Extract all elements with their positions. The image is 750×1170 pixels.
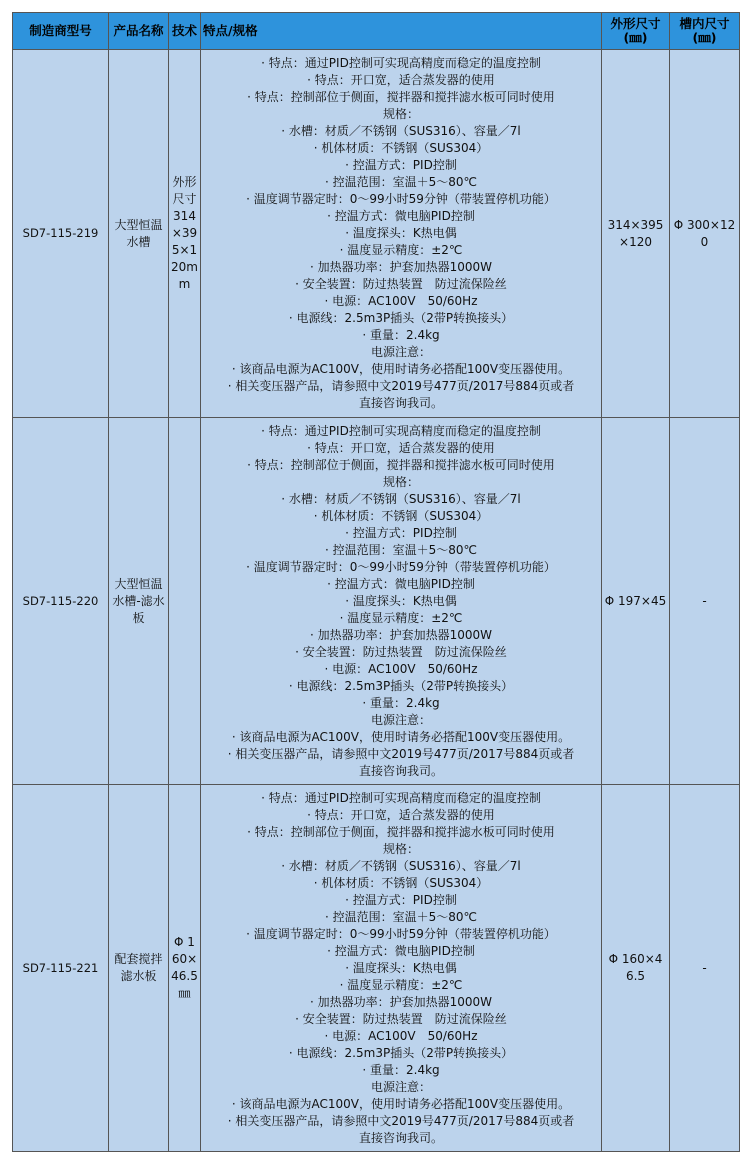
- header-tech: 技术: [169, 13, 201, 50]
- spec-line: · 该商品电源为AC100V，使用时请务必搭配100V变压器使用。: [231, 362, 571, 376]
- spec-line: · 温度调节器定时：0～99小时59分钟（带装置停机功能）: [246, 926, 556, 941]
- table-row: [13, 50, 740, 418]
- spec-line: · 控温方式：微电脑PID控制: [327, 943, 475, 958]
- spec-line: · 相关变压器产品，请参照中文2019号477页/2017号884页或者: [227, 379, 575, 393]
- product-spec-table: [12, 12, 740, 1152]
- spec-line: · 相关变压器产品，请参照中文2019号477页/2017号884页或者: [227, 1113, 575, 1128]
- product-name-cell: 大型恒温水槽-滤水板: [109, 418, 169, 785]
- spec-line: · 特点：控制部位于侧面，搅拌器和搅拌滤水板可同时使用: [247, 90, 555, 104]
- spec-line: · 控温方式：PID控制: [345, 892, 457, 907]
- spec-line: · 温度探头：K热电偶: [345, 593, 457, 608]
- spec-line: · 电源线：2.5m3P插头（2带P转换接头）: [288, 311, 514, 325]
- model-cell: SD7-115-221: [13, 785, 109, 1152]
- spec-line: · 特点：开口宽，适合蒸发器的使用: [307, 807, 495, 822]
- spec-line: · 水槽：材质／不锈钢（SUS316）、容量／7l: [281, 124, 521, 138]
- spec-line: 电源注意：: [370, 1079, 431, 1094]
- product-name-cell: 配套搅拌滤水板: [109, 785, 169, 1152]
- spec-line: · 温度调节器定时：0～99小时59分钟（带装置停机功能）: [246, 559, 556, 574]
- spec-line: · 温度显示精度：±2℃: [339, 243, 463, 257]
- spec-line: · 电源线：2.5m3P插头（2带P转换接头）: [288, 678, 514, 693]
- table-row: [13, 785, 740, 1152]
- spec-line: · 温度显示精度：±2℃: [339, 977, 463, 992]
- spec-line: · 重量：2.4kg: [362, 1062, 440, 1077]
- spec-line: · 加热器功率：护套加热器1000W: [309, 994, 493, 1009]
- spec-line: · 电源：AC100V 50/60Hz: [324, 1028, 478, 1043]
- spec-line: · 电源：AC100V 50/60Hz: [324, 661, 478, 676]
- spec-line: 规格：: [382, 474, 419, 489]
- spec-line: · 机体材质：不锈钢（SUS304）: [313, 875, 489, 890]
- outer-size-cell: 314×395×120: [602, 50, 670, 418]
- inner-size-cell: -: [670, 785, 740, 1152]
- spec-line: · 加热器功率：护套加热器1000W: [309, 627, 493, 642]
- spec-line: · 控温方式：微电脑PID控制: [327, 576, 475, 591]
- spec-line: · 温度显示精度：±2℃: [339, 610, 463, 625]
- spec-line: · 控温方式：PID控制: [345, 525, 457, 540]
- spec-line: 直接咨询我司。: [358, 396, 443, 410]
- header-name: 产品名称: [109, 13, 169, 50]
- spec-line: · 相关变压器产品，请参照中文2019号477页/2017号884页或者: [227, 746, 575, 761]
- header-model: 制造商型号: [13, 13, 109, 50]
- spec-line: 规格：: [382, 107, 419, 121]
- spec-line: · 控温范围：室温＋5～80℃: [324, 909, 477, 924]
- tech-cell: 外形尺寸314×395×120mm: [169, 50, 201, 418]
- spec-line: · 特点：开口宽，适合蒸发器的使用: [307, 73, 495, 87]
- spec-line: · 加热器功率：护套加热器1000W: [309, 260, 493, 274]
- spec-line: 直接咨询我司。: [358, 763, 443, 778]
- spec-line: · 电源线：2.5m3P插头（2带P转换接头）: [288, 1045, 514, 1060]
- tech-cell: [169, 418, 201, 785]
- spec-line: · 水槽：材质／不锈钢（SUS316）、容量／7l: [281, 858, 521, 873]
- spec-line: · 特点：控制部位于侧面，搅拌器和搅拌滤水板可同时使用: [247, 457, 555, 472]
- spec-line: · 重量：2.4kg: [362, 328, 440, 342]
- spec-line: · 温度探头：K热电偶: [345, 960, 457, 975]
- spec-line: · 机体材质：不锈钢（SUS304）: [313, 508, 489, 523]
- outer-size-cell: Φ 197×45: [602, 418, 670, 785]
- spec-line: · 机体材质：不锈钢（SUS304）: [313, 141, 489, 155]
- product-name-cell: 大型恒温水槽: [109, 50, 169, 418]
- spec-line: · 安全装置：防过热装置 防过流保险丝: [295, 277, 507, 291]
- spec-line: · 控温方式：PID控制: [345, 158, 457, 172]
- inner-size-cell: -: [670, 418, 740, 785]
- spec-line: · 特点：通过PID控制可实现高精度而稳定的温度控制: [261, 790, 541, 805]
- spec-cell: [201, 50, 602, 418]
- spec-cell: [201, 785, 602, 1152]
- header-spec: 特点/规格: [201, 13, 602, 50]
- tech-cell: Φ 160×46.5㎜: [169, 785, 201, 1152]
- spec-line: · 控温范围：室温＋5～80℃: [324, 175, 477, 189]
- spec-line: · 安全装置：防过热装置 防过流保险丝: [295, 1011, 507, 1026]
- header-outer-size: 外形尺寸(㎜): [602, 13, 670, 50]
- spec-line: · 控温范围：室温＋5～80℃: [324, 542, 477, 557]
- spec-line: · 该商品电源为AC100V，使用时请务必搭配100V变压器使用。: [231, 1096, 571, 1111]
- model-cell: SD7-115-219: [13, 50, 109, 418]
- spec-line: · 安全装置：防过热装置 防过流保险丝: [295, 644, 507, 659]
- spec-line: 规格：: [382, 841, 419, 856]
- table-row: [13, 418, 740, 785]
- spec-line: 直接咨询我司。: [358, 1130, 443, 1145]
- spec-line: · 该商品电源为AC100V，使用时请务必搭配100V变压器使用。: [231, 729, 571, 744]
- spec-line: · 特点：控制部位于侧面，搅拌器和搅拌滤水板可同时使用: [247, 824, 555, 839]
- spec-line: · 重量：2.4kg: [362, 695, 440, 710]
- spec-line: 电源注意：: [370, 345, 431, 359]
- spec-line: · 特点：通过PID控制可实现高精度而稳定的温度控制: [261, 56, 541, 70]
- spec-line: · 水槽：材质／不锈钢（SUS316）、容量／7l: [281, 491, 521, 506]
- spec-line: · 电源：AC100V 50/60Hz: [324, 294, 478, 308]
- table-header-row: [13, 13, 740, 50]
- inner-size-cell: Φ 300×120: [670, 50, 740, 418]
- spec-cell: [201, 418, 602, 785]
- header-inner-size: 槽内尺寸(㎜): [670, 13, 740, 50]
- spec-line: · 温度调节器定时：0～99小时59分钟（带装置停机功能）: [246, 192, 556, 206]
- spec-line: · 控温方式：微电脑PID控制: [327, 209, 475, 223]
- spec-line: 电源注意：: [370, 712, 431, 727]
- model-cell: SD7-115-220: [13, 418, 109, 785]
- outer-size-cell: Φ 160×46.5: [602, 785, 670, 1152]
- spec-line: · 特点：开口宽，适合蒸发器的使用: [307, 440, 495, 455]
- spec-line: · 特点：通过PID控制可实现高精度而稳定的温度控制: [261, 423, 541, 438]
- spec-line: · 温度探头：K热电偶: [345, 226, 457, 240]
